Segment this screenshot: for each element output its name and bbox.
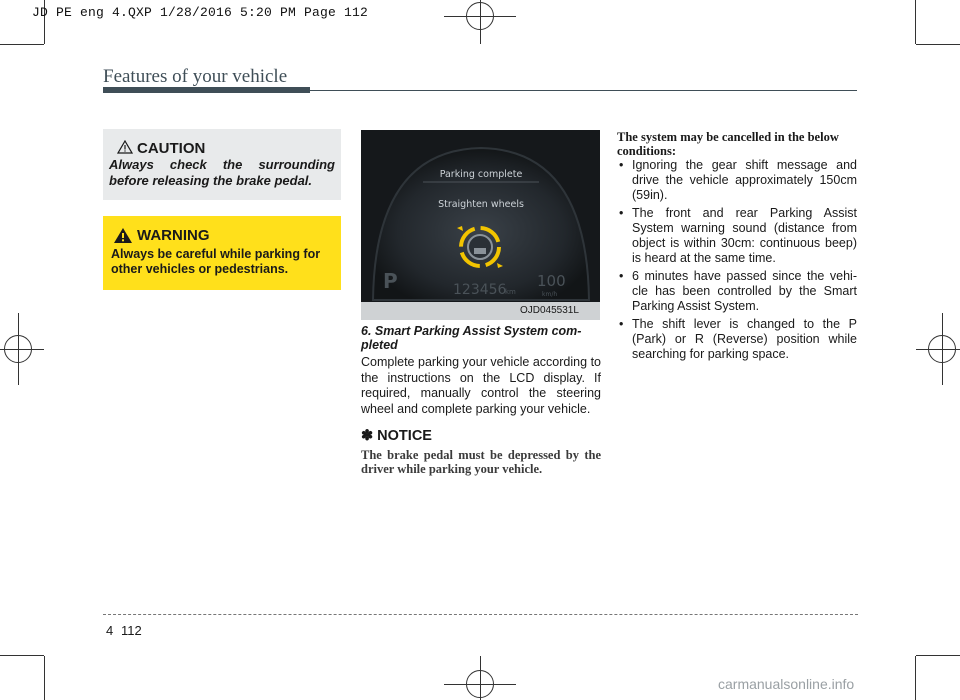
section-heading: 6. Smart Parking Assist System com- pleted — [361, 324, 582, 352]
crop-mark — [915, 0, 916, 44]
gear-indicator: P — [383, 269, 398, 293]
crop-mark — [916, 655, 960, 656]
registration-mark — [480, 0, 481, 44]
warning-text: Always be careful while parking for other vehicles or pedestrians. — [111, 247, 321, 276]
page-header-title: Features of your vehicle — [103, 66, 288, 87]
caution-triangle-icon — [117, 140, 133, 154]
instrument-cluster-image — [361, 130, 600, 315]
crop-mark — [0, 655, 44, 656]
list-item: • The shift lever is changed to the P (Park) or R (Reverse) position while searching for parking space. — [617, 317, 857, 362]
display-top-message: Parking complete — [439, 169, 523, 180]
crop-mark — [44, 656, 45, 700]
registration-mark — [480, 656, 481, 700]
header-rule-thin — [310, 90, 857, 91]
warning-title: WARNING — [137, 227, 210, 244]
footer-rule — [103, 614, 858, 615]
watermark: carmanualsonline.info — [718, 676, 855, 692]
conditions-intro: The system may be cancelled in the below conditions: — [617, 130, 839, 158]
list-item: • The front and rear Parking Assist System warning sound (distance from object is within 30cm: continuous beep) is heard at the same time. — [617, 206, 857, 266]
cluster-display — [361, 130, 600, 315]
section-body: Complete parking your vehicle according to the instructions on the LCD display. If required, manually control the steering wheel and complete parking your vehicle. — [361, 355, 601, 416]
warning-triangle-icon — [113, 227, 133, 244]
registration-mark — [18, 313, 19, 385]
speed-value: 100 — [537, 272, 566, 290]
crop-mark — [0, 44, 44, 45]
registration-mark — [916, 349, 960, 350]
notice-body: The brake pedal must be depressed by the driver while parking your vehicle. — [361, 448, 601, 476]
display-instruction: Straighten wheels — [438, 199, 524, 210]
odometer-value: 123456 — [453, 282, 507, 298]
caution-text: Always check the surrounding before releasing the brake pedal. — [109, 157, 335, 188]
conditions-list — [617, 158, 857, 365]
speed-unit: km/h — [542, 291, 558, 298]
caution-title: CAUTION — [137, 140, 206, 157]
notice-heading: ✽ NOTICE — [361, 428, 432, 444]
registration-mark — [942, 313, 943, 385]
registration-mark — [0, 349, 44, 350]
header-rule-thick — [103, 87, 310, 93]
list-item: • Ignoring the gear shift message and drive the vehicle approximately 150cm (59in). — [617, 158, 857, 203]
page-number: 112 — [121, 623, 142, 638]
list-item: • 6 minutes have passed since the vehi- cle has been controlled by the Smart Parking Assist System. — [617, 269, 857, 314]
crop-mark — [916, 44, 960, 45]
chapter-number: 4 — [106, 623, 114, 638]
print-slug: JD PE eng 4.QXP 1/28/2016 5:20 PM Page 112 — [32, 5, 369, 20]
odometer-unit: km — [505, 288, 516, 296]
figure-code: OJD045531L — [520, 305, 579, 316]
steering-wheel-icon — [468, 235, 492, 259]
crop-mark — [915, 656, 916, 700]
